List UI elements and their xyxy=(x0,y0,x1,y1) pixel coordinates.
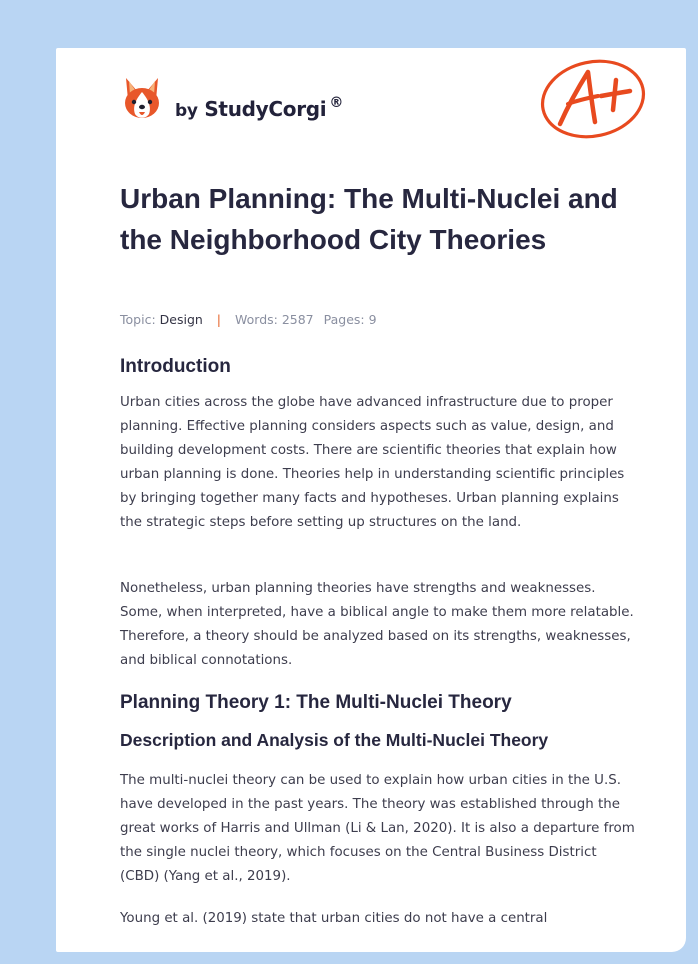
paragraph-intro-1: Urban cities across the globe have advanced infrastructure due to proper planning. Effective planning considers aspects such as value, design, and building development costs. There are scientific theories that explain how urban planning is done. Theories help in understanding scientific principles by bringing together many facts and hypotheses. Urban planning explains the strategic steps before setting up structures on the land. xyxy=(120,395,625,530)
document-page xyxy=(56,48,686,952)
paragraph-intro-2: Nonetheless, urban planning theories have strengths and weaknesses. Some, when interpreted, have a biblical angle to make them more relatable. Therefore, a theory should be analyzed based on its strengths, weaknesses, and biblical connotations. xyxy=(120,581,634,668)
subsection-heading-multi-nuclei: Description and Analysis of the Multi-Nuclei Theory xyxy=(120,730,549,750)
paragraph-theory-1: The multi-nuclei theory can be used to explain how urban cities in the U.S. have developed in the past years. The theory was established through the great works of Harris and Ullman (Li & Lan, 2020). It is also a departure from the single nuclei theory, which focuses on the Central Business District (CBD) (Yang et al., 2019). xyxy=(120,773,635,884)
article-meta xyxy=(120,312,377,327)
page-count: Pages: 9 xyxy=(323,312,377,327)
topic-link[interactable]: Design xyxy=(159,312,203,327)
section-heading-theory-1: Planning Theory 1: The Multi-Nuclei Theory xyxy=(120,692,512,713)
brand-name: by StudyCorgi ® xyxy=(175,95,344,121)
meta-separator: | xyxy=(216,312,222,327)
page-title: Urban Planning: The Multi-Nuclei and the Neighborhood City Theories xyxy=(120,183,618,255)
a-plus-icon xyxy=(538,58,648,140)
section-heading-introduction: Introduction xyxy=(120,356,231,377)
word-count: Words: 2587 xyxy=(235,312,314,327)
topic-label: Topic: xyxy=(120,312,156,327)
corgi-icon xyxy=(120,76,164,122)
paragraph-theory-2: Young et al. (2019) state that urban cities do not have a central xyxy=(120,911,548,926)
